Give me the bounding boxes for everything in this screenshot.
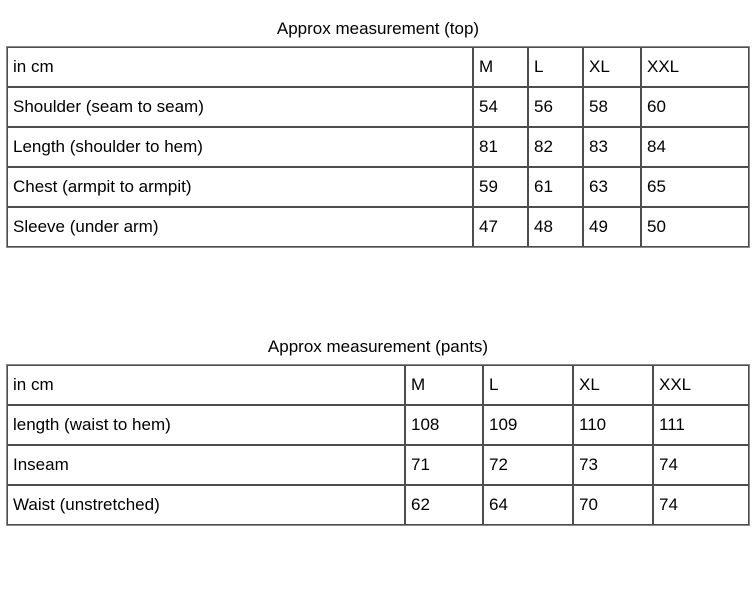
top-spacer: [0, 0, 756, 14]
table-cell: in cm: [7, 365, 405, 405]
table-cell: length (waist to hem): [7, 405, 405, 445]
table-cell: 72: [483, 445, 573, 485]
table-cell: 62: [405, 485, 483, 525]
table-row: [7, 87, 749, 127]
table-row: [7, 485, 749, 525]
table-row: [7, 405, 749, 445]
table-cell: Inseam: [7, 445, 405, 485]
table-cell: Chest (armpit to armpit): [7, 167, 473, 207]
table-cell: 74: [653, 485, 749, 525]
table-cell: 50: [641, 207, 749, 247]
table-cell: 47: [473, 207, 528, 247]
table-row: [7, 47, 749, 87]
table-cell: 64: [483, 485, 573, 525]
table-cell: L: [528, 47, 583, 87]
table-cell: Waist (unstretched): [7, 485, 405, 525]
table-cell: L: [483, 365, 573, 405]
table-cell: 61: [528, 167, 583, 207]
table-cell: 71: [405, 445, 483, 485]
table-cell: 111: [653, 405, 749, 445]
table-cell: XXL: [641, 47, 749, 87]
table-cell: 60: [641, 87, 749, 127]
table-cell: 49: [583, 207, 641, 247]
table-cell: in cm: [7, 47, 473, 87]
table-cell: 54: [473, 87, 528, 127]
table-cell: Sleeve (under arm): [7, 207, 473, 247]
top-table-caption: Approx measurement (top): [276, 19, 480, 38]
table-cell: 58: [583, 87, 641, 127]
table-cell: M: [473, 47, 528, 87]
table-cell: 63: [583, 167, 641, 207]
table-cell: 84: [641, 127, 749, 167]
top-measurements-table: [6, 46, 750, 248]
table-cell: 110: [573, 405, 653, 445]
table-cell: 109: [483, 405, 573, 445]
table-cell: Length (shoulder to hem): [7, 127, 473, 167]
table-cell: 56: [528, 87, 583, 127]
table-row: [7, 445, 749, 485]
table-row: [7, 207, 749, 247]
table-row: [7, 167, 749, 207]
pants-table-caption: Approx measurement (pants): [267, 337, 489, 356]
table-row: [7, 365, 749, 405]
table-cell: 65: [641, 167, 749, 207]
table-cell: 82: [528, 127, 583, 167]
section-gap: [0, 248, 756, 332]
pants-measurements-table: [6, 364, 750, 526]
table-cell: 81: [473, 127, 528, 167]
table-cell: 48: [528, 207, 583, 247]
pants-measurements-section: [0, 332, 756, 526]
table-cell: 73: [573, 445, 653, 485]
table-cell: Shoulder (seam to seam): [7, 87, 473, 127]
table-cell: 70: [573, 485, 653, 525]
table-cell: 59: [473, 167, 528, 207]
table-cell: 108: [405, 405, 483, 445]
table-row: [7, 127, 749, 167]
table-cell: M: [405, 365, 483, 405]
table-cell: 74: [653, 445, 749, 485]
table-cell: XXL: [653, 365, 749, 405]
table-cell: XL: [573, 365, 653, 405]
top-measurements-section: [0, 14, 756, 248]
table-cell: 83: [583, 127, 641, 167]
table-cell: XL: [583, 47, 641, 87]
